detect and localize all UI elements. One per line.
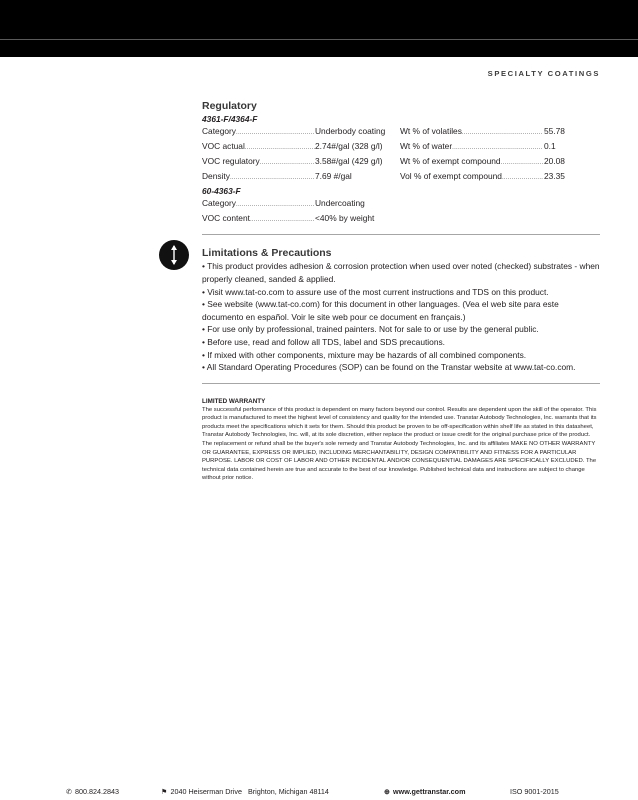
footer (0, 787, 638, 799)
main-content (202, 100, 600, 483)
property-label: VOC actual (202, 140, 245, 151)
dot-leader (501, 155, 543, 170)
footer-phone-text: 800.824.2843 (75, 787, 119, 796)
product-a-properties (202, 125, 600, 185)
product-code-a: 4361-F/4364-F (202, 114, 258, 124)
limitation-item: • See website (www.tat-co.com) for this document in other languages. (Vea el web site para este documento en español. Voir le site web pour ce document en français.) (202, 299, 559, 322)
property-value: 55.78 (544, 126, 565, 136)
footer-website[interactable] (384, 787, 465, 796)
limitation-item: • Before use, read and follow all TDS, label and SDS precautions. (202, 337, 445, 347)
property-label-wrap (400, 140, 543, 155)
footer-phone (66, 787, 119, 796)
property-value: 20.08 (544, 155, 565, 166)
warranty-text: The successful performance of this product is dependent on many factors beyond our control. Results are dependent upon the skill of the operator. This product is manufactured to meet the highest level of consistency and quality for the intended use. Transtar Autobody Technologies, Inc. warrants that its products meet the specifications which it sets for them. Should this product be proven to be off-specification within shelf life as stated in this datasheet, Transtar Autobody Technologies, Inc. will, at its sole discretion, either replace the product or issue credit for the original purchase price of the product. The replacement or refund shall be the buyer's sole remedy and Transtar Autobody Technologies, Inc. and its affiliates MAKE NO OTHER WARRANTY OR GUARANTEE, EXPRESS OR IMPLIED, INCLUDING MERCHANTABILITY, DESIGN COMPATIBILITY AND FITNESS FOR A PARTICULAR PURPOSE. LABOR OR COST OF LABOR AND OTHER INCIDENTAL AND/OR CONSEQUENTIAL DAMAGES ARE SPECIFICALLY EXCLUDED. The technical data contained herein are true and accurate to the best of our knowledge. Published technical data and instructions are subject to change without prior notice. (202, 406, 597, 482)
product-a-left-column (202, 125, 400, 185)
property-label: Category (202, 126, 236, 136)
footer-address-text: 2040 Heiserman Drive Brighton, Michigan 48114 (170, 787, 329, 796)
property-label: Wt % of volatiles (400, 126, 462, 136)
property-label: VOC content (202, 212, 250, 223)
property-value: <40% by weight (315, 212, 375, 223)
property-label-wrap (400, 125, 543, 140)
limitation-item: • Visit www.tat-co.com to assure use of the most current instructions and TDS on this product. (202, 286, 549, 297)
regulatory-section (202, 100, 600, 226)
up-down-arrows-icon (159, 240, 189, 270)
header-rule (0, 39, 638, 40)
dot-leader (260, 155, 315, 170)
regulatory-title: Regulatory (202, 100, 257, 112)
property-label: Wt % of water (400, 140, 453, 151)
property-label: Density (202, 170, 230, 181)
limitations-title: Limitations & Precautions (202, 247, 332, 260)
property-label-wrap (202, 197, 315, 212)
globe-icon: ⊕ (384, 787, 391, 796)
property-row (400, 125, 570, 140)
property-label-wrap (202, 212, 315, 227)
section-divider (202, 383, 600, 384)
dot-leader (245, 140, 315, 155)
warranty-title: LIMITED WARRANTY (202, 397, 266, 405)
footer-website-text[interactable]: www.gettranstar.com (393, 787, 466, 796)
property-label-wrap (400, 170, 543, 185)
limitations-list (202, 260, 600, 373)
product-b-left-column (202, 197, 400, 227)
warranty-section (202, 397, 600, 483)
limitation-item: • All Standard Operating Procedures (SOP) can be found on the Transtar website at www.tat-co.com. (202, 362, 576, 373)
phone-icon: ✆ (66, 787, 73, 796)
dot-leader (452, 140, 543, 155)
property-label-wrap (202, 140, 315, 155)
property-row (202, 170, 400, 185)
limitation-item: • If mixed with other components, mixture may be hazards of all combined components. (202, 349, 527, 360)
limitations-section (202, 247, 600, 373)
map-pin-icon: ⚑ (161, 787, 168, 796)
product-b-properties (202, 197, 600, 227)
dot-leader (462, 125, 543, 140)
property-value: Underbody coating (315, 126, 386, 136)
property-label: Vol % of exempt compound (400, 170, 502, 181)
property-row (202, 140, 400, 155)
property-row (400, 140, 570, 155)
property-row (202, 197, 400, 212)
property-label: Wt % of exempt compound (400, 155, 501, 166)
product-a-right-column (400, 125, 570, 185)
property-label-wrap (202, 170, 315, 185)
footer-address (161, 787, 329, 796)
dot-leader (502, 170, 543, 185)
property-value: 2.74#/gal (328 g/l) (315, 140, 383, 151)
property-row (400, 170, 570, 185)
section-divider (202, 234, 600, 235)
category-label: SPECIALTY COATINGS (487, 69, 600, 78)
limitation-item: • For use only by professional, trained painters. Not for sale to or use by the general public. (202, 324, 539, 335)
limitation-item: • This product provides adhesion & corrosion protection when used over noted (checked) substrates - when properly cleaned, sanded & applied. (202, 261, 600, 285)
dot-leader (250, 212, 315, 227)
dot-leader (230, 170, 315, 185)
property-label: VOC regulatory (202, 155, 260, 166)
property-value: 3.58#/gal (429 g/l) (315, 155, 383, 166)
property-label-wrap (202, 155, 315, 170)
property-row (400, 155, 570, 170)
product-code-b: 60-4363-F (202, 185, 241, 196)
property-label: Category (202, 197, 236, 208)
property-value: 0.1 (544, 140, 556, 151)
property-row (202, 155, 400, 170)
header-band (0, 0, 638, 57)
property-value: 7.69 #/gal (315, 170, 352, 181)
property-row (202, 212, 400, 227)
property-value: Undercoating (315, 197, 365, 208)
footer-iso: ISO 9001-2015 (510, 787, 559, 796)
property-row (202, 125, 400, 140)
property-value: 23.35 (544, 170, 565, 181)
property-label-wrap (400, 155, 543, 170)
property-label-wrap (202, 125, 315, 140)
dot-leader (236, 197, 315, 212)
dot-leader (236, 125, 315, 140)
